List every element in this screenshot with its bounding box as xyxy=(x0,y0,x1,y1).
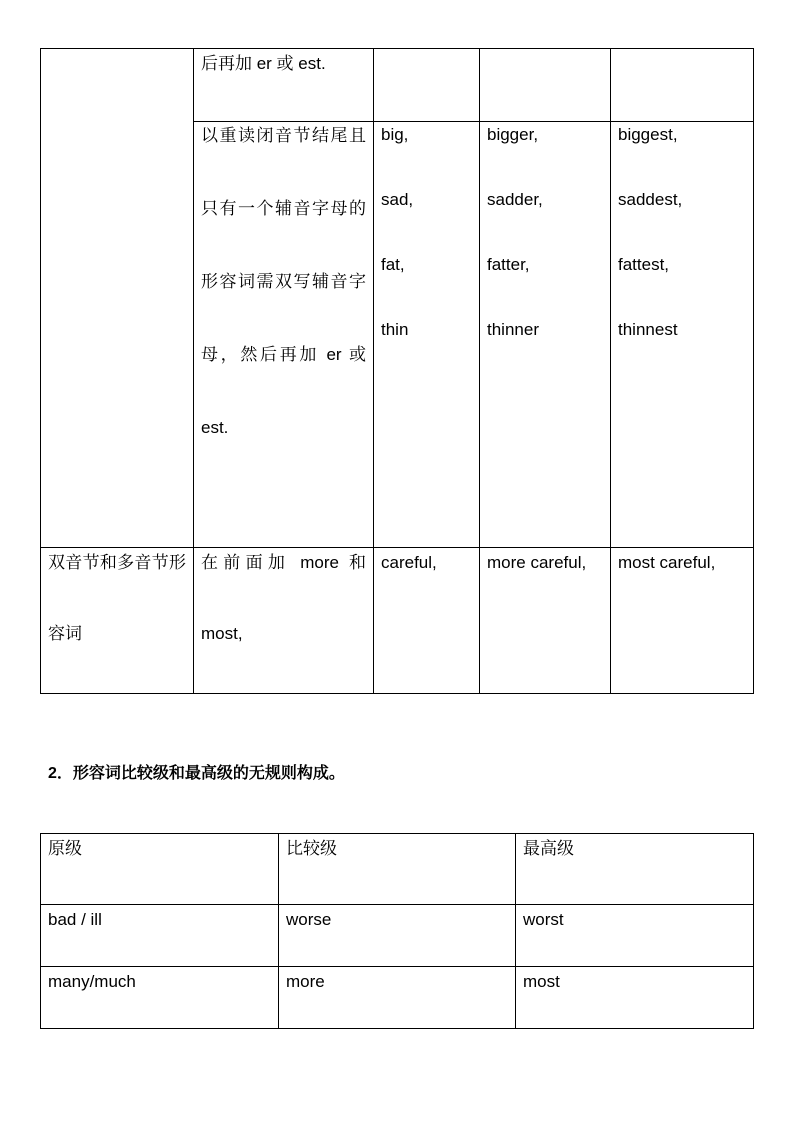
comparative-word: thinner xyxy=(487,320,539,339)
table-row xyxy=(41,967,754,1029)
superlative-cell xyxy=(611,122,754,548)
base-form-cell: many/much xyxy=(41,967,279,1029)
superlative-cell: most careful, xyxy=(611,548,754,694)
base-form-cell: careful, xyxy=(374,548,480,694)
superlative-word: fattest, xyxy=(618,255,670,274)
comparative-cell: more xyxy=(279,967,516,1029)
rule-cell: 后再加 er 或 est. xyxy=(194,49,374,122)
header-superlative: 最高级 xyxy=(516,834,754,905)
superlative-cell: most xyxy=(516,967,754,1029)
comparative-cell: worse xyxy=(279,905,516,967)
table-row xyxy=(41,548,754,694)
rule-cell: 在前面加 more 和 most, xyxy=(194,548,374,694)
comparative-cell: more careful, xyxy=(480,548,611,694)
table-cell-empty xyxy=(41,49,194,548)
superlative-word: thinnest xyxy=(618,320,678,339)
rule-cell: 以重读闭音节结尾且只有一个辅音字母的形容词需双写辅音字母，然后再加 er 或 est. xyxy=(194,122,374,548)
base-word: big, xyxy=(381,125,409,144)
table-row xyxy=(41,905,754,967)
superlative-cell: worst xyxy=(516,905,754,967)
regular-comparison-table xyxy=(40,48,754,694)
header-comparative: 比较级 xyxy=(279,834,516,905)
superlative-word: biggest, xyxy=(618,125,678,144)
comparative-cell xyxy=(480,122,611,548)
base-word: sad, xyxy=(381,190,414,209)
comparative-word: bigger, xyxy=(487,125,539,144)
header-base-form: 原级 xyxy=(41,834,279,905)
comparative-word: sadder, xyxy=(487,190,543,209)
superlative-word: saddest, xyxy=(618,190,683,209)
base-word: fat, xyxy=(381,255,405,274)
base-word: thin xyxy=(381,320,409,339)
table-header-row xyxy=(41,834,754,905)
base-form-cell: bad / ill xyxy=(41,905,279,967)
irregular-comparison-table xyxy=(40,833,754,1029)
comparative-word: fatter, xyxy=(487,255,530,274)
base-form-cell xyxy=(374,122,480,548)
section-heading: 2．形容词比较级和最高级的无规则构成。 xyxy=(48,765,345,782)
adjective-type-cell: 双音节和多音节形容词 xyxy=(41,548,194,694)
